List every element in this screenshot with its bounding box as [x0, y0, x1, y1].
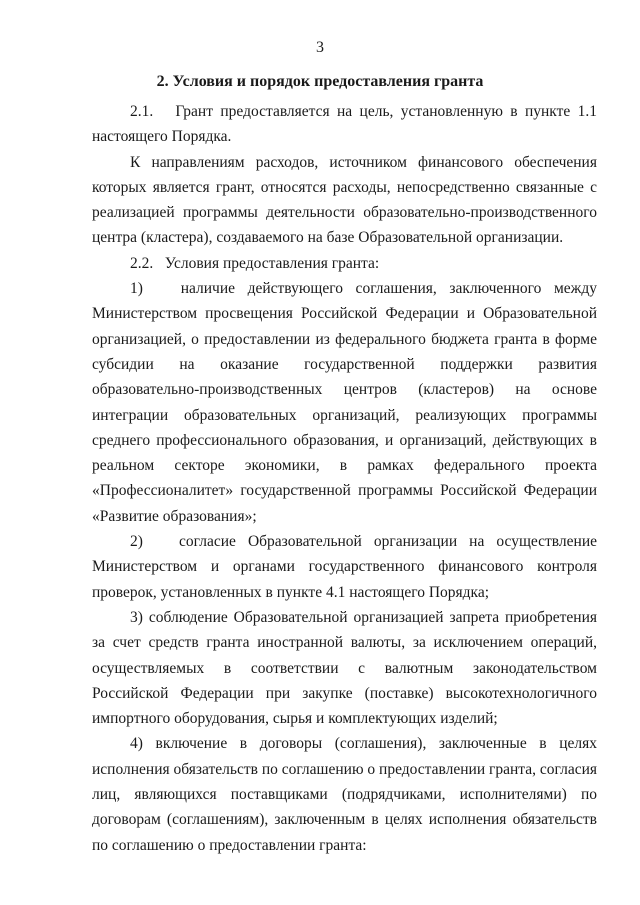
condition-item-4: 4) включение в договоры (соглашения), заключенные в целях исполнения обязательств по соглашению о предоставлении гранта, согласия лиц, являющихся поставщиками (подрядчиками, исполнителями) по договорам (соглашениям), заключенным в целях исполнения обязательств по соглашению о предоставлении гранта: — [92, 735, 597, 854]
paragraph-expense-directions: К направлениям расходов, источником финансового обеспечения которых является грант, относятся расходы, непосредственно связанные с реализацией программы деятельности образовательно-производственного центра (кластера), создаваемого на базе Образовательной организации. — [92, 153, 597, 247]
section-heading: 2. Условия и порядок предоставления гранта — [156, 73, 484, 90]
paragraph-2-1: 2.1. Грант предоставляется на цель, установленную в пункте 1.1 настоящего Порядка. — [92, 103, 597, 146]
condition-item-1: 1) наличие действующего соглашения, заключенного между Министерством просвещения Российской Федерации и Образовательной организацией, о предоставлении из федерального бюджета гранта в форме субсидии на оказание государственной поддержки развития образовательно-производственных центров (кластеров) на основе интеграции образовательных организаций, реализующих программы среднего профессионального образования, и организаций, действующих в реальном секторе экономики, в рамках федерального проекта «Профессионалитет» государственной программы Российской Федерации «Развитие образования»; — [92, 280, 597, 525]
condition-item-2: 2) согласие Образовательной организации на осуществление Министерством и органами государственного финансового контроля проверок, установленных в пункте 4.1 настоящего Порядка; — [92, 533, 597, 601]
body-text — [92, 99, 597, 858]
condition-item-3: 3) соблюдение Образовательной организацией запрета приобретения за счет средств гранта иностранной валюты, за исключением операций, осуществляемых в соответствии с валютным законодательством Российской Федерации при закупке (поставке) высокотехнологичного импортного оборудования, сырья и комплектующих изделий; — [92, 608, 597, 728]
page-number: 3 — [316, 39, 324, 56]
paragraph-2-2: 2.2. Условия предоставления гранта: — [130, 254, 380, 272]
